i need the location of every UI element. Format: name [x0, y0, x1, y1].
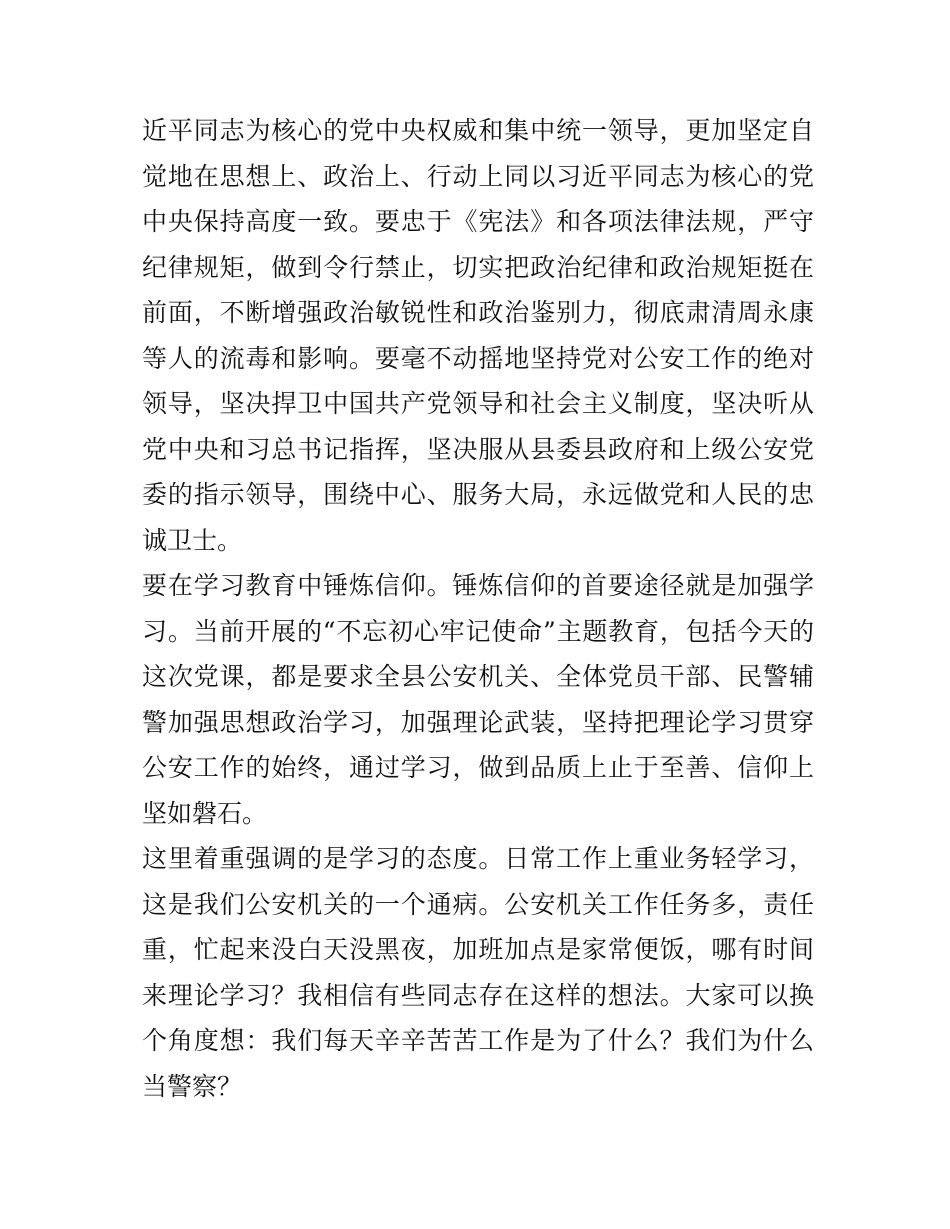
paragraph-study-attitude: 这里着重强调的是学习的态度。日常工作上重业务轻学习，这是我们公安机关的一个通病。公安机关工作任务多，责任重，忙起来没白天没黑夜，加班加点是家常便饭，哪有时间来理论学习？我相信有些同志存在这样的想法。大家可以换个角度想：我们每天辛辛苦苦工作是为了什么？我们为什么当警察？ [142, 844, 814, 1101]
document-body [142, 108, 814, 1109]
paragraph-study-belief: 要在学习教育中锤炼信仰。锤炼信仰的首要途径就是加强学习。当前开展的“不忘初心牢记使命”主题教育，包括今天的这次党课，都是要求全县公安机关、全体党员干部、民警辅警加强思想政治学习，加强理论武装，坚持把理论学习贯穿公安工作的始终，通过学习，做到品质上止于至善、信仰上坚如磐石。 [142, 571, 814, 828]
paragraph-loyalty: 近平同志为核心的党中央权威和集中统一领导，更加坚定自觉地在思想上、政治上、行动上同以习近平同志为核心的党中央保持高度一致。要忠于《宪法》和各项法律法规，严守纪律规矩，做到令行禁止，切实把政治纪律和政治规矩挺在前面，不断增强政治敏锐性和政治鉴别力，彻底肃清周永康等人的流毒和影响。要毫不动摇地坚持党对公安工作的绝对领导，坚决捍卫中国共产党领导和社会主义制度，坚决听从党中央和习总书记指挥，坚决服从县委县政府和上级公安党委的指示领导，围绕中心、服务大局，永远做党和人民的忠诚卫士。 [142, 116, 814, 555]
